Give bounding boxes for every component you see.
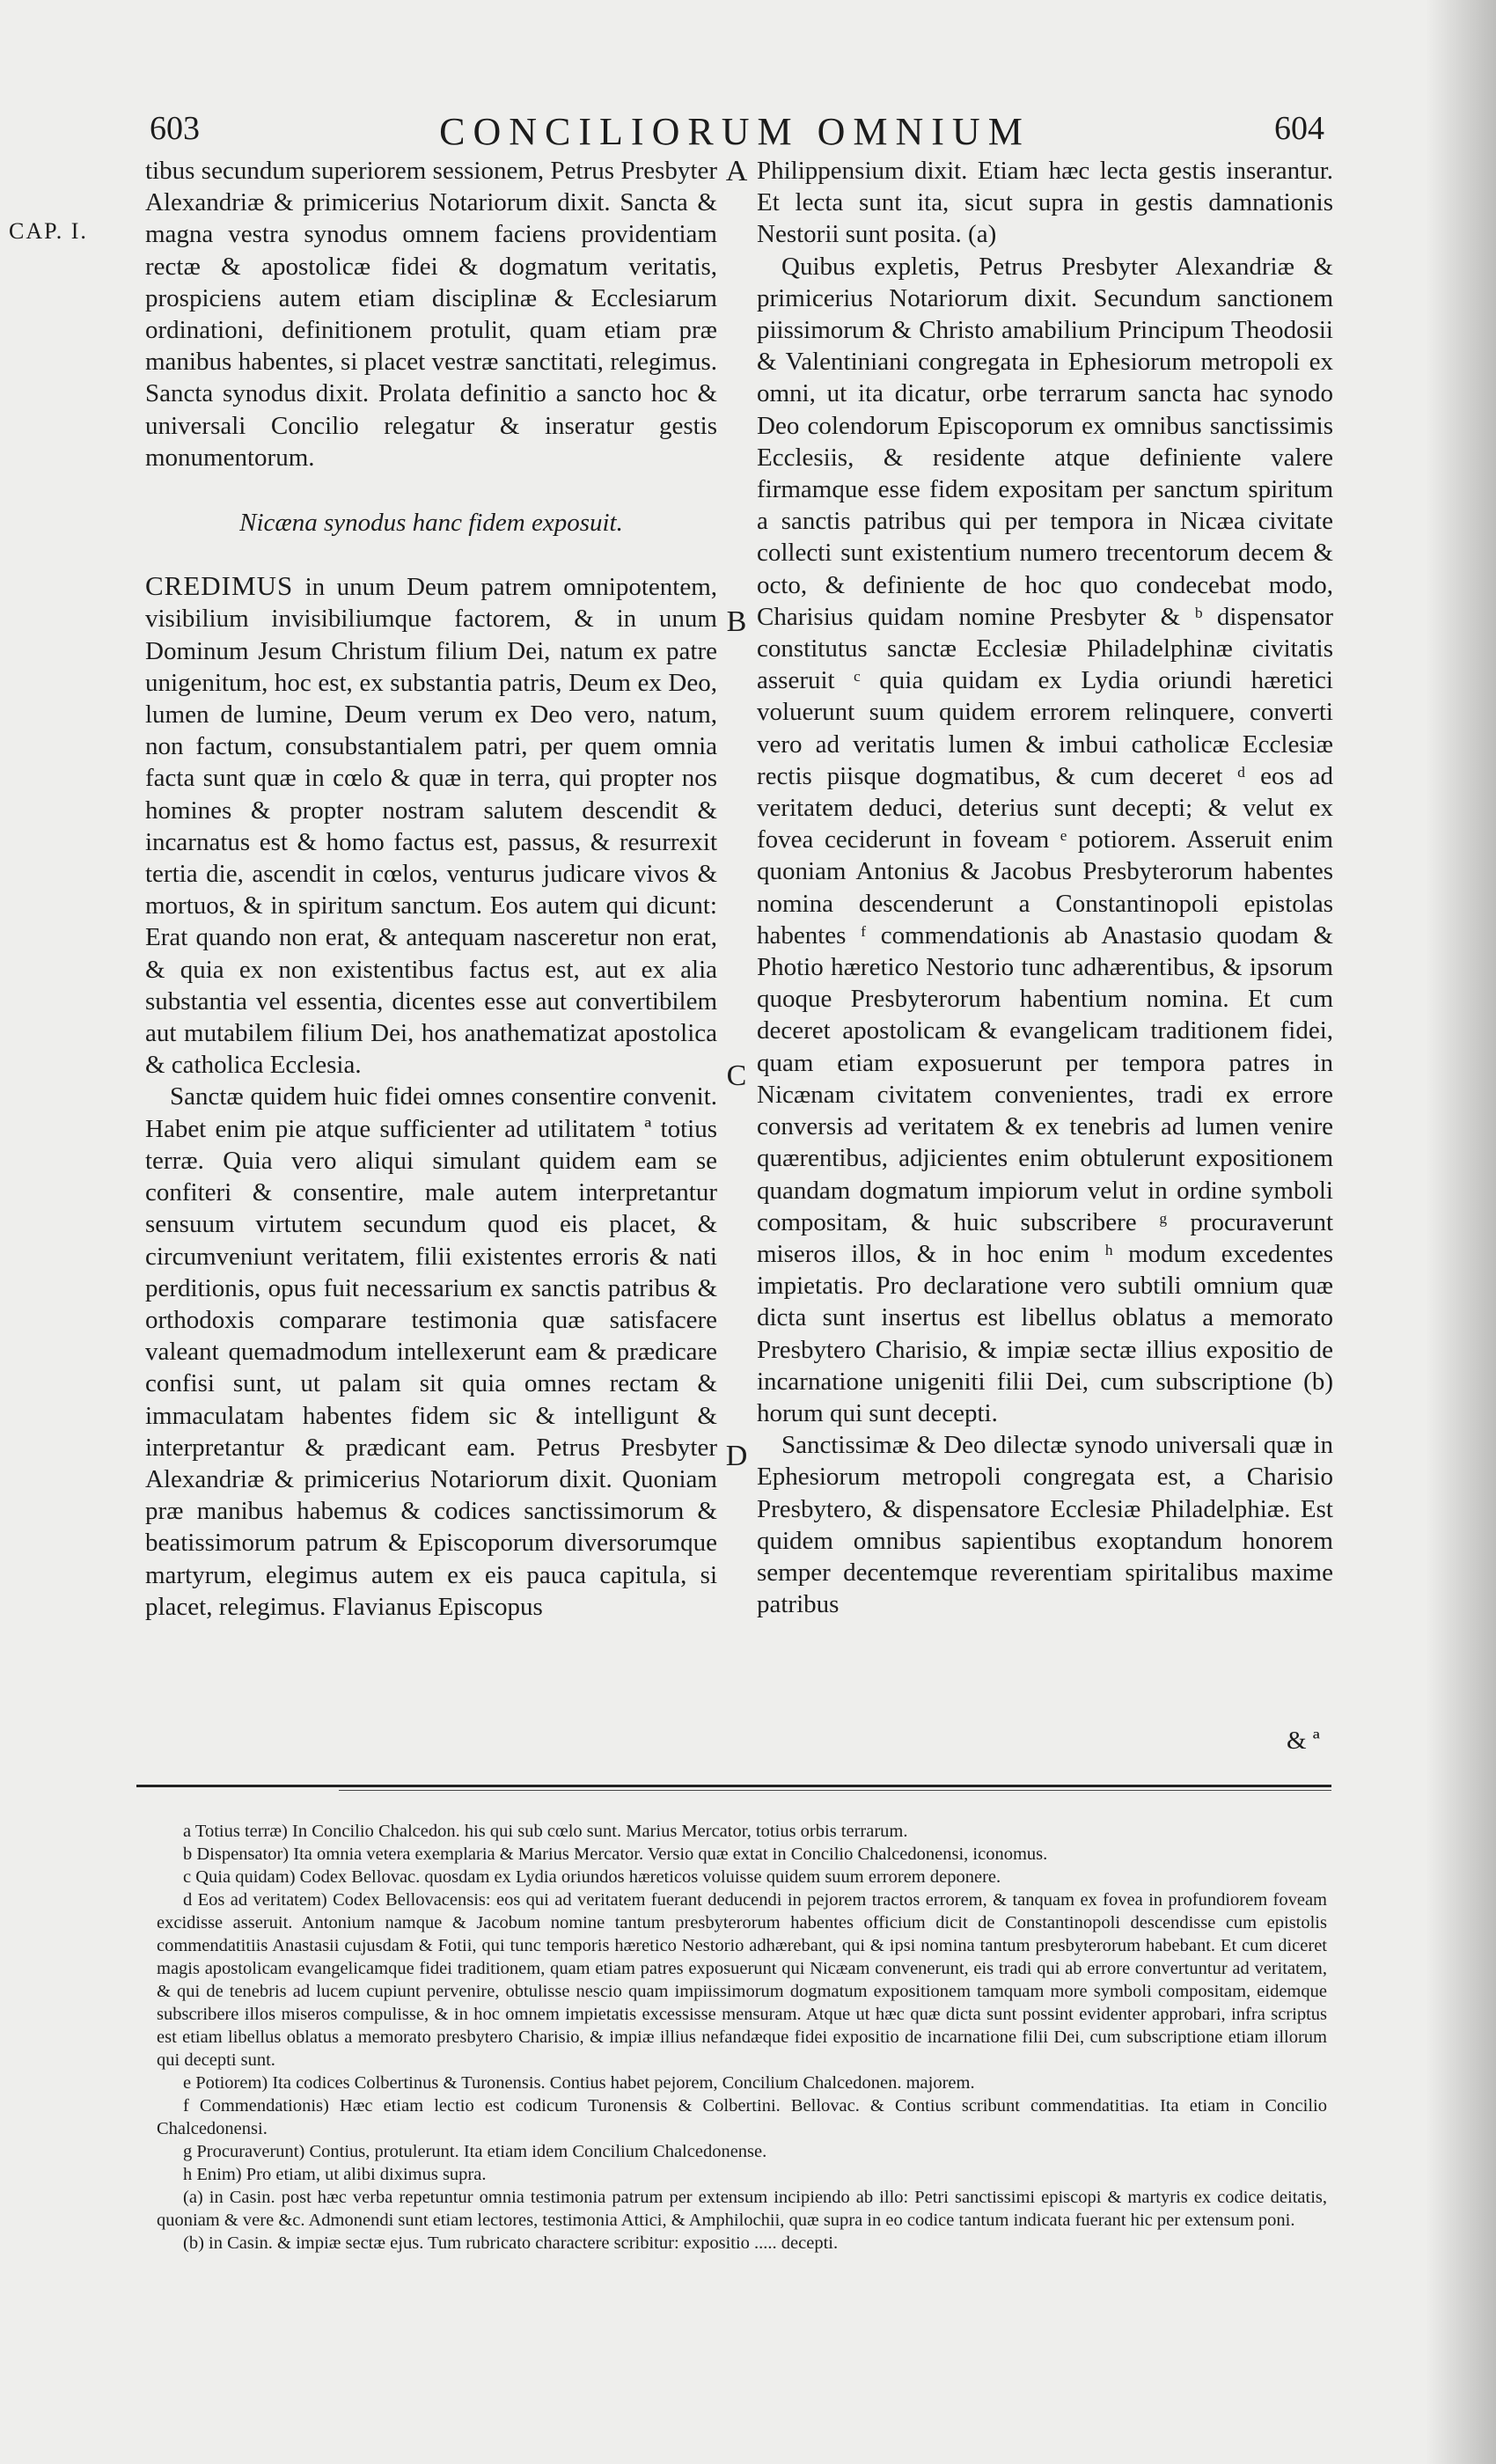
footnote-casin-a: (a) in Casin. post hæc verba repetuntur omnia testimonia patrum per extensum incipiendo ab illo: Petri sanctissimi episcopi & martyris ex codice deitatis, quoniam & vere &c. Admonendi sunt etiam lectores, testimonia Attici, & Amphilochii, quæ supra in eo codice tantum indicata fuerant hic per extensum poni. [157, 2188, 1327, 2230]
catchword: & ª [1287, 1727, 1320, 1755]
section-marker-d: D [725, 1440, 748, 1472]
page-edge-shadow [1426, 0, 1496, 2464]
section-marker-b: B [726, 605, 747, 638]
footnote-c: c Quia quidam) Codex Bellovac. quosdam ex Lydia oriundos hæreticos voluisse quidem suum errorem deponere. [183, 1867, 1001, 1887]
page-number-right: 604 [1274, 110, 1324, 147]
left-paragraph-1: tibus secundum superiorem sessionem, Petrus Presbyter Alexandriæ & primicerius Notariorum dixit. Sancta & magna vestra synodus omnem faciens providentiam rectæ & apostolicæ fidei & dogmatum veritatis, prospiciens autem etiam disciplinæ & Ecclesiarum ordinationi, definitionem protulit, quam etiam præ manibus habentes, si placet vestræ sanctitati, relegimus. Sancta synodus dixit. Prolata definitio a sancto hoc & universali Concilio relegatur & inseratur gestis monumentorum. [145, 157, 717, 472]
creed-first-word: CREDIMUS [145, 570, 294, 602]
footnote-e: e Potiorem) Ita codices Colbertinus & Turonensis. Contius habet pejorem, Concilium Chalcedonen. majorem. [183, 2073, 975, 2093]
footnote-a: a Totius terræ) In Concilio Chalcedon. his qui sub cœlo sunt. Marius Mercator, totius orbis terrarum. [183, 1822, 908, 1841]
footnote-separator [136, 1785, 1331, 1793]
creed-heading: Nicæna synodus hanc fidem exposuit. [239, 509, 623, 538]
left-column [145, 155, 717, 1623]
running-title: CONCILIORUM OMNIUM [439, 110, 1030, 153]
section-marker-c: C [726, 1060, 747, 1092]
separator-thick-rule [136, 1785, 1331, 1787]
right-paragraph-2: Quibus expletis, Petrus Presbyter Alexandriæ & primicerius Notariorum dixit. Secundum sanctionem piissimorum & Christo amabilium Principum Theodosii & Valentiniani congregata in Ephesiorum metropoli ex omni, ut ita dicatur, orbe terrarum sancta hac synodo Deo colendorum Episcoporum ex omnibus sanctissimis Ecclesiis, & residente atque definiente valere firmamque esse fidem expositam per sanctum spiritum a sanctis patribus qui per tempora in Nicæa civitate collecti sunt existentium numero trecentorum decem & octo, & definiente de hoc quo condecebat modo, Charisius quidam nomine Presbyter & ᵇ dispensator constitutus sanctæ Ecclesiæ Philadelphinæ civitatis asseruit ᶜ quia quidam ex Lydia oriundi hæretici voluerunt suum quidem errorem relinquere, converti vero ad veritatis lumen & imbui catholicæ Ecclesiæ rectis piisque dogmatibus, & cum deceret ᵈ eos ad veritatem deduci, deterius sunt decepti; & velut ex fovea ceciderunt in foveam ᵉ potiorem. Asseruit enim quoniam Antonius & Jacobus Presbyterorum habentes nomina descenderunt a Constantinopoli epistolas habentes ᶠ commendationis ab Anastasio quodam & Photio hæretico Nestorio tunc adhærentibus, & ipsorum quoque Presbyterorum habentium nomina. Et cum deceret apostolicam & evangelicam traditionem fidei, quam etiam exposuerunt per tempora patres in Nicænam civitatem convenientes, tradi ex errore conversis ad veritatem & ex tenebris ad lumen venire quærentibus, adjicientes enim obtulerunt expositionem quandam dogmatum impiorum velut in ordine symboli compositam, & huic subscribere ᵍ procuraverunt miseros illos, & in hoc enim ʰ modum excedentes impietatis. Pro declaratione vero subtili omnium quæ dicta sunt insertus est libellus oblatus a memorato Presbytero Charisio, & impiæ sectæ illius expositio de incarnatione unigeniti filii Dei, cum subscriptione (b) horum qui sunt decepti. [757, 252, 1333, 1427]
separator-thin-rule [339, 1790, 1331, 1791]
footnote-d: d Eos ad veritatem) Codex Bellovacensis: eos qui ad veritatem fuerant deducendi in pejorem tractos errorem, & tanquam ex fovea in profundiorem foveam excidisse asseruit. Antonium namque & Jacobum nomine tantum presbyterorum habentes officium dicit de Constantinopoli descendisse cum epistolis commendatitiis Anastasii cujusdam & Fotii, qui tunc temporis hæretico Nestorio adhærebant, qui & ipsi nomina tantum presbyterorum habebant. Et cum diceret magis apostolicam evangelicamque fidei traditionem, quam etiam patres exposuerunt qui Nicæam convenerunt, eis tradi qui ab errore convertuntur ad veritatem, & qui de tenebris ad lucem cupiunt pervenire, obtulisse nescio quam impiissimorum dogmatum expositionem tamquam more symboli compositam, eidemque subscribere illos miseros compulisse, & in hoc omnem impietatis excessisse mensuram. Atque ut hæc quæ dicta sunt possint evidenter approbari, infra scriptus est etiam libellus oblatus a memorato presbytero Charisio, & impiæ illius nefandæque fidei expositio de incarnatione filii Dei, cum subscriptione etiam illorum qui decepti sunt. [157, 1890, 1327, 2070]
right-paragraph-1: Philippensium dixit. Etiam hæc lecta gestis inserantur. Et lecta sunt ita, sicut supra in gestis damnationis Nestorii sunt posita. (a) [757, 157, 1333, 249]
page-number-left: 603 [150, 110, 200, 147]
footnote-casin-b: (b) in Casin. & impiæ sectæ ejus. Tum rubricato charactere scribitur: expositio ..... decepti. [183, 2233, 839, 2253]
footnote-h: h Enim) Pro etiam, ut alibi diximus supra. [183, 2165, 487, 2184]
creed-text: in unum Deum patrem omnipotentem, visibilium invisibiliumque factorem, & in unum Dominum Jesum Christum filium Dei, natum ex patre unigenitum, hoc est, ex substantia patris, Deum ex Deo, lumen de lumine, Deum verum ex Deo vero, natum, non factum, consubstantialem patri, per quem omnia facta sunt quæ in cœlo & quæ in terra, qui propter nos homines & propter nostram salutem descendit & incarnatus est & homo factus est, passus, & resurrexit tertia die, ascendit in cœlos, venturus judicare vivos & mortuos, & in spiritum sanctum. Eos autem qui dicunt: Erat quando non erat, & antequam nasceretur non erat, & quia ex non existentibus factus est, aut ex alia substantia vel essentia, dicentes esse aut convertibilem aut mutabilem filium Dei, hos anathematizat apostolica & catholica Ecclesia. [145, 573, 717, 1080]
right-paragraph-3: Sanctissimæ & Deo dilectæ synodo universali quæ in Ephesiorum metropoli congregata est, a Charisio Presbytero, & dispensatore Ecclesiæ Philadelphiæ. Est quidem omnibus sapientibus exoptandum honorem semper decentemque reverentiam spiritalibus maxime patribus [757, 1431, 1333, 1619]
running-header [145, 109, 1324, 162]
chapter-margin-note: CAP. I. [9, 218, 88, 244]
section-marker-a: A [725, 155, 748, 187]
footnotes [157, 1820, 1327, 2255]
footnote-g: g Procuraverunt) Contius, protulerunt. Ita etiam idem Concilium Chalcedonense. [183, 2142, 767, 2161]
left-paragraph-3: Sanctæ quidem huic fidei omnes consentire convenit. Habet enim pie atque sufficienter ad utilitatem ª totius terræ. Quia vero aliqui simulant quidem eam se confiteri & consentire, male autem interpretantur sensuum virtutem secundum quod eis placet, & circumveniunt veritatem, filii existentes erroris & nati perditionis, opus fuit necessarium ex sanctis patribus & orthodoxis comparare testimonia quæ satisfacere valeant quemadmodum intellexerunt eam & prædicare confisi sunt, ut palam sit quia omnes rectam & immaculatam habentes fidem sic & intelligunt & interpretantur & prædicant eam. Petrus Presbyter Alexandriæ & primicerius Notariorum dixit. Quoniam præ manibus habemus & codices sanctissimorum & beatissimorum patrum & Episcoporum diversorumque martyrum, elegimus autem ex eis pauca capitula, si placet, relegimus. Flavianus Episcopus [145, 1082, 717, 1621]
right-column [757, 155, 1333, 1620]
creed-paragraph [145, 570, 717, 1081]
footnote-b: b Dispensator) Ita omnia vetera exemplaria & Marius Mercator. Versio quæ extat in Concilio Chalcedonensi, iconomus. [183, 1844, 1048, 1864]
footnote-f: f Commendationis) Hæc etiam lectio est codicum Turonensis & Colbertini. Bellovac. & Contius scribunt commendatitias. Ita etiam in Concilio Chalcedonensi. [157, 2096, 1327, 2138]
